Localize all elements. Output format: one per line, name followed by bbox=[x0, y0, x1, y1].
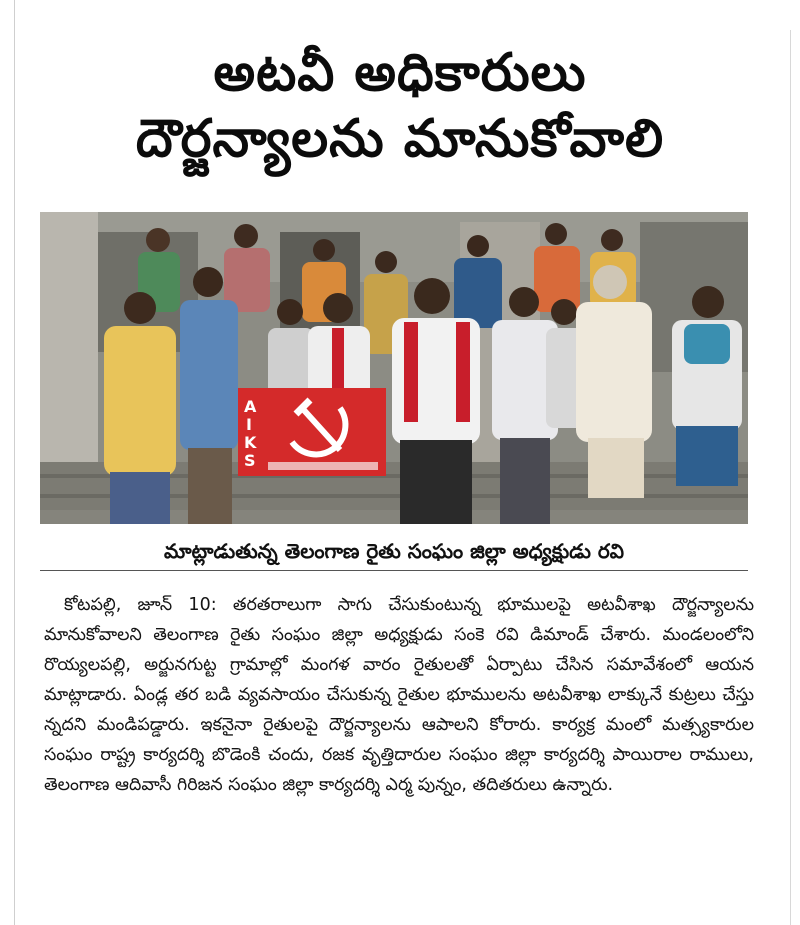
svg-text:K: K bbox=[244, 433, 257, 452]
page-margin-rule-right bbox=[790, 30, 791, 925]
page-margin-rule-left bbox=[14, 0, 15, 925]
headline-line-2: దౌర్జన్యాలను మానుకోవాలి bbox=[135, 109, 665, 169]
headline-line-1: అటవీ అధికారులు bbox=[213, 43, 587, 103]
aiks-banner bbox=[238, 388, 386, 476]
article-photo bbox=[40, 212, 748, 524]
article-headline bbox=[20, 40, 780, 172]
svg-text:I: I bbox=[246, 415, 252, 434]
svg-text:S: S bbox=[244, 451, 256, 470]
article-body: కోటపల్లి, జూన్ 10: తరతరాలుగా సాగు చేసుకుంటున్న భూములపై అటవీశాఖ దౌర్జన్యాలను మానుకోవాలని తెలంగాణ రైతు సంఘం జిల్లా అధ్యక్షుడు సంకె రవి డిమాండ్ చేశారు. మండలంలోని రొయ్యలపల్లి, అర్జునగుట్ట గ్రామాల్లో మంగళ వారం రైతులతో ఏర్పాటు చేసిన సమావేశంలో ఆయన మాట్లాడారు. ఏండ్ల తర బడి వ్యవసాయం చేసుకున్న రైతుల భూములను అటవీశాఖ లాక్కునే కుట్రలు చేస్తు న్నదని మండిపడ్డారు. ఇకనైనా రైతులపై దౌర్జన్యాలను ఆపాలని కోరారు. కార్యక్ర మంలో మత్స్యకారుల సంఘం రాష్ట్ర కార్యదర్శి బొడెంకి చందు, రజక వృత్తిదారుల సంఘం జిల్లా కార్యదర్శి పాయిరాల రాములు, తెలంగాణ ఆదివాసీ గిరిజన సంఘం జిల్లా కార్యదర్శి ఎర్మ పున్నం, తదితరులు ఉన్నారు. bbox=[44, 595, 754, 795]
svg-text:A: A bbox=[244, 397, 257, 416]
photo-caption: మాట్లాడుతున్న తెలంగాణ రైతు సంఘం జిల్లా అధ్యక్షుడు రవి bbox=[40, 532, 748, 571]
